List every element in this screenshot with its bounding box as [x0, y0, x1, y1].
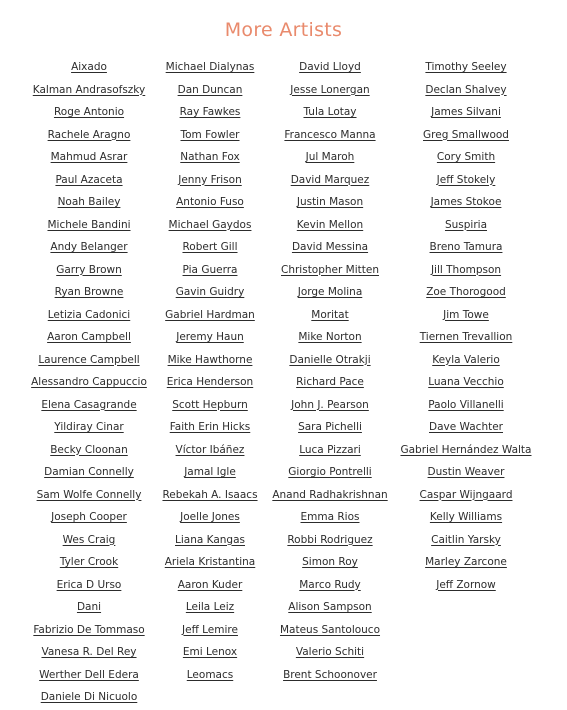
artist-list-item — [396, 327, 536, 350]
artist-column-2 — [150, 57, 270, 687]
artist-link[interactable]: Zoe Thorogood — [426, 286, 506, 298]
artist-list-item — [396, 395, 536, 418]
artist-link[interactable]: Rachele Aragno — [47, 128, 131, 141]
artist-list-item — [29, 102, 149, 125]
artist-link[interactable]: Laurence Campbell — [38, 353, 140, 366]
artist-link[interactable]: Dan Duncan — [177, 83, 243, 96]
artist-link[interactable]: Mahmud Asrar — [50, 151, 128, 163]
artist-link[interactable]: David Lloyd — [299, 61, 361, 73]
artist-list-item — [29, 192, 149, 215]
artist-link[interactable]: Jeff Lemire — [182, 623, 238, 636]
artist-link[interactable]: Giorgio Pontrelli — [288, 466, 372, 478]
artist-list-item — [270, 170, 390, 193]
artist-link[interactable]: Mateus Santolouco — [279, 623, 381, 636]
artist-column-3 — [270, 57, 390, 687]
artist-list-item — [396, 102, 536, 125]
artist-link[interactable]: Emma Rios — [300, 511, 360, 523]
artist-list-item — [396, 305, 536, 328]
artist-list-item — [270, 215, 390, 238]
artist-link[interactable]: Rebekah A. Isaacs — [162, 488, 258, 501]
artist-link[interactable]: Francesco Manna — [284, 128, 376, 141]
artist-list-item — [150, 215, 270, 238]
artist-link[interactable]: Jeremy Haun — [176, 331, 244, 343]
artist-link[interactable]: Gavin Guidry — [175, 286, 245, 298]
artist-link[interactable]: Paul Azaceta — [55, 173, 123, 186]
artist-list-item — [396, 215, 536, 238]
artist-link[interactable]: Damian Connelly — [44, 466, 134, 478]
artist-link[interactable]: Richard Pace — [296, 376, 364, 388]
artist-link[interactable]: Elena Casagrande — [41, 398, 137, 411]
artist-link[interactable]: Daniele Di Nicuolo — [40, 691, 138, 703]
artist-list-item — [150, 642, 270, 665]
artist-list-item — [270, 192, 390, 215]
artist-list-item — [150, 417, 270, 440]
artist-link[interactable]: Jeff Zornow — [436, 578, 496, 591]
artist-list-item — [270, 80, 390, 103]
artist-link[interactable]: Kelly Williams — [429, 511, 503, 523]
artist-list-item — [396, 237, 536, 260]
artist-list-item — [29, 147, 149, 170]
artist-list-item — [396, 530, 536, 553]
artist-link[interactable]: Kalman Andrasofszky — [32, 83, 146, 96]
artist-link[interactable]: Tyler Crook — [59, 556, 119, 568]
artist-link[interactable]: Roge Antonio — [53, 106, 125, 118]
artist-list-item — [270, 147, 390, 170]
artist-list-item — [270, 125, 390, 148]
artist-link[interactable]: Simon Roy — [302, 556, 358, 568]
artist-link[interactable]: Michele Bandini — [47, 218, 131, 231]
artist-list-item — [29, 327, 149, 350]
artist-list-item — [396, 552, 536, 575]
artist-list-item — [150, 575, 270, 598]
artist-link[interactable]: Liana Kangas — [175, 533, 245, 546]
artist-link[interactable]: Alison Sampson — [288, 601, 372, 613]
artist-link[interactable]: Jesse Lonergan — [290, 83, 370, 96]
artist-list-item — [150, 57, 270, 80]
artist-list-item — [396, 170, 536, 193]
artist-link[interactable]: Gabriel Hardman — [165, 308, 255, 321]
artist-list-item — [270, 350, 390, 373]
artist-link[interactable]: Andy Belanger — [50, 241, 128, 253]
artist-link[interactable]: Suspiria — [444, 218, 488, 231]
artist-link[interactable]: Breno Tamura — [429, 241, 503, 253]
artist-link[interactable]: Tula Lotay — [303, 106, 357, 118]
artist-link[interactable]: Christopher Mitten — [281, 263, 379, 276]
artist-list-item — [270, 620, 390, 643]
artist-list-item — [396, 282, 536, 305]
artist-link[interactable]: Jenny Frison — [178, 173, 242, 186]
artist-list-item — [270, 260, 390, 283]
artist-list-item — [150, 665, 270, 688]
artist-list-item — [396, 440, 536, 463]
artist-link[interactable]: Noah Bailey — [57, 196, 121, 208]
artist-list-item — [150, 147, 270, 170]
artist-list-item — [29, 642, 149, 665]
artist-list-item — [150, 395, 270, 418]
artist-column-4 — [396, 57, 536, 597]
artist-link[interactable]: Víctor Ibáñez — [175, 443, 245, 456]
artist-list-item — [270, 507, 390, 530]
artist-link[interactable]: Marley Zarcone — [425, 556, 507, 568]
artist-link[interactable]: Wes Craig — [62, 533, 116, 546]
artist-link[interactable]: Sara Pichelli — [298, 421, 362, 433]
artist-link[interactable]: David Messina — [291, 241, 369, 253]
artist-link[interactable]: Pia Guerra — [182, 263, 238, 276]
artist-list-item — [29, 507, 149, 530]
artist-list-item — [150, 440, 270, 463]
artist-link[interactable]: Sam Wolfe Connelly — [36, 488, 142, 501]
artist-list-item — [270, 642, 390, 665]
artist-list-item — [29, 485, 149, 508]
artist-link[interactable]: Gabriel Hernández Walta — [400, 443, 532, 456]
artist-link[interactable]: Joelle Jones — [180, 511, 240, 523]
artist-link[interactable]: John J. Pearson — [291, 398, 369, 411]
artist-link[interactable]: Letizia Cadonici — [47, 308, 131, 321]
artist-list-item — [150, 327, 270, 350]
artist-link[interactable]: Dani — [76, 601, 102, 613]
artist-link[interactable]: Paolo Villanelli — [428, 398, 504, 411]
artist-link[interactable]: Michael Gaydos — [168, 218, 252, 231]
artist-list-item — [396, 462, 536, 485]
artist-list-item — [150, 552, 270, 575]
artist-list-item — [150, 170, 270, 193]
artist-list-item — [270, 57, 390, 80]
artist-list-item — [29, 125, 149, 148]
artist-link[interactable]: Leila Leiz — [185, 601, 235, 613]
artist-list-item — [150, 125, 270, 148]
artist-link[interactable]: Jul Maroh — [305, 151, 355, 163]
artist-link[interactable]: Tiernen Trevallion — [419, 331, 513, 343]
artist-link[interactable]: Jamal Igle — [184, 466, 236, 478]
artist-list-item — [29, 575, 149, 598]
artist-list-item — [29, 620, 149, 643]
artist-link[interactable]: Dave Wachter — [429, 421, 503, 433]
artist-link[interactable]: Erica Henderson — [166, 376, 254, 388]
artist-list-item — [150, 530, 270, 553]
artist-list-item — [270, 597, 390, 620]
artist-link[interactable]: Danielle Otrakji — [289, 353, 371, 366]
artist-link[interactable]: Werther Dell Edera — [39, 668, 139, 681]
artist-list-item — [270, 440, 390, 463]
artist-list-item — [270, 462, 390, 485]
artist-link[interactable]: Aaron Campbell — [47, 331, 131, 343]
artist-link[interactable]: Aixado — [71, 61, 107, 73]
artist-link[interactable]: Aaron Kuder — [177, 578, 243, 591]
artist-link[interactable]: Jeff Stokely — [436, 173, 496, 186]
artist-link[interactable]: Yildiray Cinar — [54, 421, 124, 433]
artist-list-item — [150, 237, 270, 260]
artist-link[interactable]: Erica D Urso — [56, 578, 122, 591]
artist-link[interactable]: Mike Hawthorne — [167, 353, 253, 366]
artist-list-item — [270, 237, 390, 260]
artist-list-item — [396, 372, 536, 395]
artist-link[interactable]: Becky Cloonan — [50, 443, 128, 456]
artist-list-item — [150, 260, 270, 283]
artist-link[interactable]: Antonio Fuso — [176, 196, 244, 208]
artist-link[interactable]: Moritat — [311, 308, 349, 321]
artist-list-item — [150, 102, 270, 125]
artist-link[interactable]: Jorge Molina — [297, 286, 363, 298]
artist-link[interactable]: Mike Norton — [298, 331, 362, 343]
artist-link[interactable]: Jim Towe — [443, 308, 489, 321]
artist-list-item — [29, 80, 149, 103]
artist-link[interactable]: Valerio Schiti — [295, 646, 365, 658]
artist-list-item — [150, 80, 270, 103]
artist-list-item — [270, 575, 390, 598]
artist-list-item — [29, 665, 149, 688]
artist-link[interactable]: Luana Vecchio — [428, 376, 504, 388]
artist-link[interactable]: James Stokoe — [430, 196, 502, 208]
artist-list-item — [270, 282, 390, 305]
artist-list-item — [150, 282, 270, 305]
artist-list-item — [29, 305, 149, 328]
artist-link[interactable]: Greg Smallwood — [423, 128, 509, 141]
artist-column-1 — [29, 57, 149, 710]
artist-link[interactable]: Anand Radhakrishnan — [272, 488, 388, 501]
artist-list-item — [396, 507, 536, 530]
artist-link[interactable]: Justin Mason — [296, 196, 364, 208]
artist-list-item — [396, 260, 536, 283]
artist-list-item — [29, 597, 149, 620]
artist-list-item — [150, 597, 270, 620]
artist-list-item — [29, 395, 149, 418]
artist-list-item — [29, 462, 149, 485]
artist-link[interactable]: Luca Pizzari — [299, 443, 361, 456]
artist-list-item — [270, 417, 390, 440]
artist-list-item — [150, 350, 270, 373]
artist-list-item — [396, 125, 536, 148]
artist-list-item — [270, 552, 390, 575]
artist-list-item — [29, 552, 149, 575]
artist-link[interactable]: Marco Rudy — [299, 578, 361, 591]
artist-list-item — [150, 192, 270, 215]
artist-link[interactable]: Alessandro Cappuccio — [31, 376, 147, 388]
artist-link[interactable]: Faith Erin Hicks — [169, 421, 251, 433]
artist-link[interactable]: Garry Brown — [56, 263, 122, 276]
artist-list-item — [29, 372, 149, 395]
artist-list-item — [396, 417, 536, 440]
artist-list-item — [29, 260, 149, 283]
artist-list-item — [150, 305, 270, 328]
artist-list-item — [29, 282, 149, 305]
artist-list-item — [150, 620, 270, 643]
artist-list-item — [270, 372, 390, 395]
artist-list-item — [29, 350, 149, 373]
artist-link[interactable]: Emi Lenox — [182, 646, 238, 658]
artist-list-item — [29, 237, 149, 260]
artist-list-item — [396, 57, 536, 80]
artist-link[interactable]: Jill Thompson — [430, 263, 502, 276]
artist-list-item — [396, 80, 536, 103]
artist-link[interactable]: Joseph Cooper — [51, 511, 127, 523]
artist-link[interactable]: Michael Dialynas — [165, 61, 255, 73]
artist-link[interactable]: Caitlin Yarsky — [431, 533, 501, 546]
artist-link[interactable]: Fabrizio De Tommaso — [33, 623, 145, 636]
artist-list-item — [396, 575, 536, 598]
artist-list-item — [29, 440, 149, 463]
artist-list-item — [150, 372, 270, 395]
artist-list-item — [270, 530, 390, 553]
artist-list-item — [29, 530, 149, 553]
artist-link[interactable]: Robert Gill — [182, 241, 238, 253]
artist-link[interactable]: Cory Smith — [436, 151, 496, 163]
artist-list-item — [150, 507, 270, 530]
artist-link[interactable]: Leomacs — [186, 668, 234, 681]
artist-link[interactable]: Ariela Kristantina — [164, 556, 256, 568]
artist-link[interactable]: Tom Fowler — [180, 128, 240, 141]
artist-link[interactable]: Robbi Rodriguez — [287, 533, 373, 546]
artist-list-item — [270, 665, 390, 688]
artist-list-item — [270, 102, 390, 125]
artist-link[interactable]: Timothy Seeley — [425, 61, 507, 73]
artist-link[interactable]: Declan Shalvey — [425, 83, 507, 96]
artist-link[interactable]: Brent Schoonover — [283, 668, 377, 681]
artist-link[interactable]: David Marquez — [290, 173, 370, 186]
artist-link[interactable]: Nathan Fox — [180, 151, 240, 163]
artist-list-item — [29, 170, 149, 193]
artist-list-item — [396, 350, 536, 373]
artist-link[interactable]: Keyla Valerio — [432, 353, 500, 366]
artist-list-item — [270, 395, 390, 418]
artist-link[interactable]: James Silvani — [431, 106, 501, 118]
artist-list-item — [150, 462, 270, 485]
section-title: More Artists — [224, 19, 343, 41]
artist-list-item — [396, 147, 536, 170]
artist-link[interactable]: Kevin Mellon — [296, 218, 364, 231]
artist-list-item — [29, 215, 149, 238]
artist-list-item — [396, 192, 536, 215]
artist-list-item — [396, 485, 536, 508]
artist-list-item — [29, 687, 149, 710]
artist-link[interactable]: Vanesa R. Del Rey — [41, 646, 137, 658]
artist-list-item — [270, 305, 390, 328]
artist-list-item — [29, 57, 149, 80]
artist-list-item — [150, 485, 270, 508]
artist-link[interactable]: Ryan Browne — [54, 286, 124, 298]
artist-list-item — [270, 485, 390, 508]
artist-link[interactable]: Scott Hepburn — [172, 398, 248, 411]
artist-link[interactable]: Caspar Wijngaard — [419, 488, 513, 501]
artist-list-item — [29, 417, 149, 440]
artist-list-item — [270, 327, 390, 350]
artist-link[interactable]: Ray Fawkes — [179, 106, 241, 118]
artist-link[interactable]: Dustin Weaver — [427, 466, 505, 478]
